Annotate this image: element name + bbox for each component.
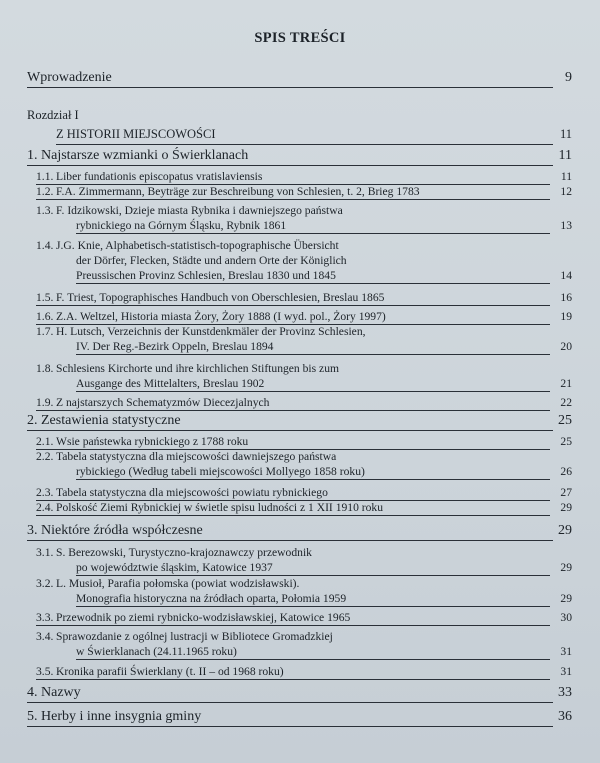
toc-underline: [76, 606, 550, 607]
toc-subentry[interactable]: [36, 203, 572, 233]
toc-subentry-number: 1.9.: [36, 396, 54, 409]
toc-section-label: 2. Zestawienia statystyczne: [27, 413, 181, 428]
toc-entry-page: 27: [560, 486, 572, 499]
toc-entry-page: 13: [560, 219, 572, 232]
toc-subentry-text: L. Musioł, Parafia połomska (powiat wodzisławski).: [56, 577, 300, 590]
toc-entry-page: 22: [560, 396, 572, 409]
toc-underline: [76, 233, 550, 234]
toc-section-1[interactable]: [27, 148, 572, 163]
toc-subentry-text: Liber fundationis episcopatus vratislaviensis: [56, 170, 263, 183]
toc-section-label: 3. Niektóre źródła współczesne: [27, 523, 203, 538]
toc-underline: [27, 702, 553, 703]
toc-subentry-number: 1.4.: [36, 239, 54, 252]
chapter-label-text: Rozdział I: [27, 108, 79, 122]
toc-subentry-text: Z najstarszych Schematyzmów Diecezjalnych: [56, 396, 270, 409]
toc-section-5[interactable]: [27, 709, 572, 724]
toc-subentry-number: 1.2.: [36, 185, 54, 198]
toc-entry-page: 31: [560, 665, 572, 678]
toc-subentry[interactable]: [36, 664, 572, 679]
toc-subentry-text: Z.A. Weltzel, Historia miasta Żory, Żory 1888 (I wyd. pol., Żory 1997): [56, 310, 386, 323]
toc-subentry[interactable]: [36, 238, 572, 283]
chapter-label: [27, 108, 327, 123]
toc-subentry-text: F. Triest, Topographisches Handbuch von Oberschlesien, Breslau 1865: [56, 291, 385, 304]
toc-entry-page: 21: [560, 377, 572, 390]
toc-entry-page: 25: [558, 413, 572, 428]
toc-underline: [36, 515, 550, 516]
toc-entry-label: Wprowadzenie: [27, 70, 112, 85]
page-title: SPIS TREŚCI: [254, 30, 346, 46]
toc-entry-page: 20: [560, 340, 572, 353]
toc-subentry-text: Sprawozdanie z ogólnej lustracji w Bibliotece Gromadzkiej: [56, 630, 333, 643]
toc-underline: [27, 430, 553, 431]
toc-entry-intro[interactable]: [27, 70, 572, 85]
toc-subentry-text: Ausgange des Mittelalters, Breslau 1902: [76, 377, 265, 390]
toc-subentry-number: 1.7.: [36, 325, 54, 338]
toc-entry-chapter-title[interactable]: [56, 127, 572, 142]
toc-subentry[interactable]: [36, 361, 572, 391]
toc-subentry-number: 3.1.: [36, 546, 54, 559]
toc-subentry-text: Schlesiens Kirchorte und ihre kirchlichen Stiftungen bis zum: [56, 362, 340, 375]
toc-subentry[interactable]: [36, 309, 572, 324]
toc-subentry-text: w Świerklanach (24.11.1965 roku): [76, 645, 237, 658]
toc-entry-page: 29: [560, 592, 572, 605]
toc-subentry-number: 3.3.: [36, 611, 54, 624]
toc-subentry-number: 1.6.: [36, 310, 54, 323]
toc-subentry[interactable]: [36, 610, 572, 625]
toc-entry-page: 29: [560, 501, 572, 514]
toc-entry-page: 36: [558, 709, 572, 724]
toc-section-2[interactable]: [27, 413, 572, 428]
toc-entry-page: 30: [560, 611, 572, 624]
toc-section-label: 1. Najstarsze wzmianki o Świerklanach: [27, 148, 249, 163]
toc-subentry-text: Wsie państewka rybnickiego z 1788 roku: [56, 435, 249, 448]
toc-subentry[interactable]: [36, 576, 572, 606]
toc-subentry-text: H. Lutsch, Verzeichnis der Kunstdenkmäler der Provinz Schlesien,: [56, 325, 366, 338]
toc-underline: [27, 87, 553, 88]
toc-entry-page: 16: [560, 291, 572, 304]
toc-subentry[interactable]: [36, 184, 572, 199]
toc-subentry-text: po województwie śląskim, Katowice 1937: [76, 561, 273, 574]
toc-subentry[interactable]: [36, 290, 572, 305]
toc-subentry[interactable]: [36, 449, 572, 479]
toc-subentry[interactable]: [36, 169, 572, 184]
chapter-title: Z HISTORII MIEJSCOWOŚCI: [56, 127, 216, 141]
toc-entry-page: 25: [560, 435, 572, 448]
toc-entry-page: 9: [565, 70, 572, 85]
toc-subentry-text: F. Idzikowski, Dzieje miasta Rybnika i dawniejszego państwa: [56, 204, 343, 217]
toc-subentry-number: 1.8.: [36, 362, 54, 375]
toc-entry-page: 31: [560, 645, 572, 658]
toc-underline: [36, 305, 550, 306]
toc-subentry-text: IV. Der Reg.-Bezirk Oppeln, Breslau 1894: [76, 340, 274, 353]
toc-subentry-number: 2.4.: [36, 501, 54, 514]
toc-subentry-number: 1.5.: [36, 291, 54, 304]
toc-entry-page: 29: [558, 523, 572, 538]
toc-underline: [36, 625, 550, 626]
toc-underline: [76, 479, 550, 480]
toc-underline: [36, 199, 550, 200]
toc-subentry-number: 1.1.: [36, 170, 54, 183]
toc-subentry-text: Preussischen Provinz Schlesien, Breslau 1830 und 1845: [76, 269, 336, 282]
toc-subentry-number: 1.3.: [36, 204, 54, 217]
toc-subentry-text: der Dörfer, Flecken, Städte und andern Orte der Königlich: [76, 254, 347, 267]
toc-underline: [56, 144, 553, 145]
toc-subentry[interactable]: [36, 629, 572, 659]
toc-entry-page: 14: [560, 269, 572, 282]
toc-subentry-text: Tabela statystyczna dla miejscowości powiatu rybnickiego: [56, 486, 328, 499]
toc-section-label: 5. Herby i inne insygnia gminy: [27, 709, 202, 724]
toc-underline: [27, 726, 553, 727]
toc-entry-page: 11: [558, 148, 572, 163]
toc-underline: [76, 391, 550, 392]
toc-underline: [76, 283, 550, 284]
toc-subentry-text: J.G. Knie, Alphabetisch-statistisch-topographische Übersicht: [56, 239, 339, 252]
toc-subentry-number: 2.2.: [36, 450, 54, 463]
toc-subentry[interactable]: [36, 545, 572, 575]
toc-underline: [27, 540, 553, 541]
toc-subentry-text: Tabela statystyczna dla miejscowości dawniejszego państwa: [56, 450, 337, 463]
toc-subentry-number: 2.3.: [36, 486, 54, 499]
toc-underline: [36, 679, 550, 680]
toc-subentry-text: rybnickiego na Górnym Śląsku, Rybnik 1861: [76, 219, 287, 232]
toc-subentry[interactable]: [36, 395, 572, 410]
toc-subentry-number: 3.5.: [36, 665, 54, 678]
toc-entry-page: 19: [560, 310, 572, 323]
toc-entry-page: 29: [560, 561, 572, 574]
toc-section-4[interactable]: [27, 685, 572, 700]
toc-subentry[interactable]: [36, 434, 572, 449]
toc-subentry-text: Monografia historyczna na źródłach oparta, Połomia 1959: [76, 592, 347, 605]
toc-subentry-text: Kronika parafii Świerklany (t. II – od 1968 roku): [56, 665, 284, 678]
toc-section-label: 4. Nazwy: [27, 685, 81, 700]
toc-subentry-text: F.A. Zimmermann, Beyträge zur Beschreibung von Schlesien, t. 2, Brieg 1783: [56, 185, 420, 198]
toc-subentry-text: Polskość Ziemi Rybnickiej w świetle spisu ludności z 1 XII 1910 roku: [56, 501, 384, 514]
toc-subentry-text: Przewodnik po ziemi rybnicko-wodzisławskiej, Katowice 1965: [56, 611, 351, 624]
toc-underline: [76, 354, 550, 355]
toc-underline: [27, 165, 553, 166]
toc-subentry-text: rybickiego (Według tabeli miejscowości Mollyego 1858 roku): [76, 465, 365, 478]
toc-entry-page: 11: [559, 127, 572, 141]
toc-subentry-number: 3.4.: [36, 630, 54, 643]
toc-subentry[interactable]: [36, 500, 572, 515]
toc-entry-page: 33: [558, 685, 572, 700]
toc-entry-page: 26: [560, 465, 572, 478]
toc-underline: [76, 659, 550, 660]
toc-section-3[interactable]: [27, 523, 572, 538]
toc-subentry-number: 2.1.: [36, 435, 54, 448]
toc-subentry-number: 3.2.: [36, 577, 54, 590]
toc-subentry[interactable]: [36, 485, 572, 500]
toc-entry-page: 11: [560, 170, 572, 183]
toc-subentry-text: S. Berezowski, Turystyczno-krajoznawczy przewodnik: [56, 546, 312, 559]
toc-subentry[interactable]: [36, 324, 572, 354]
toc-entry-page: 12: [560, 185, 572, 198]
toc-underline: [36, 410, 550, 411]
